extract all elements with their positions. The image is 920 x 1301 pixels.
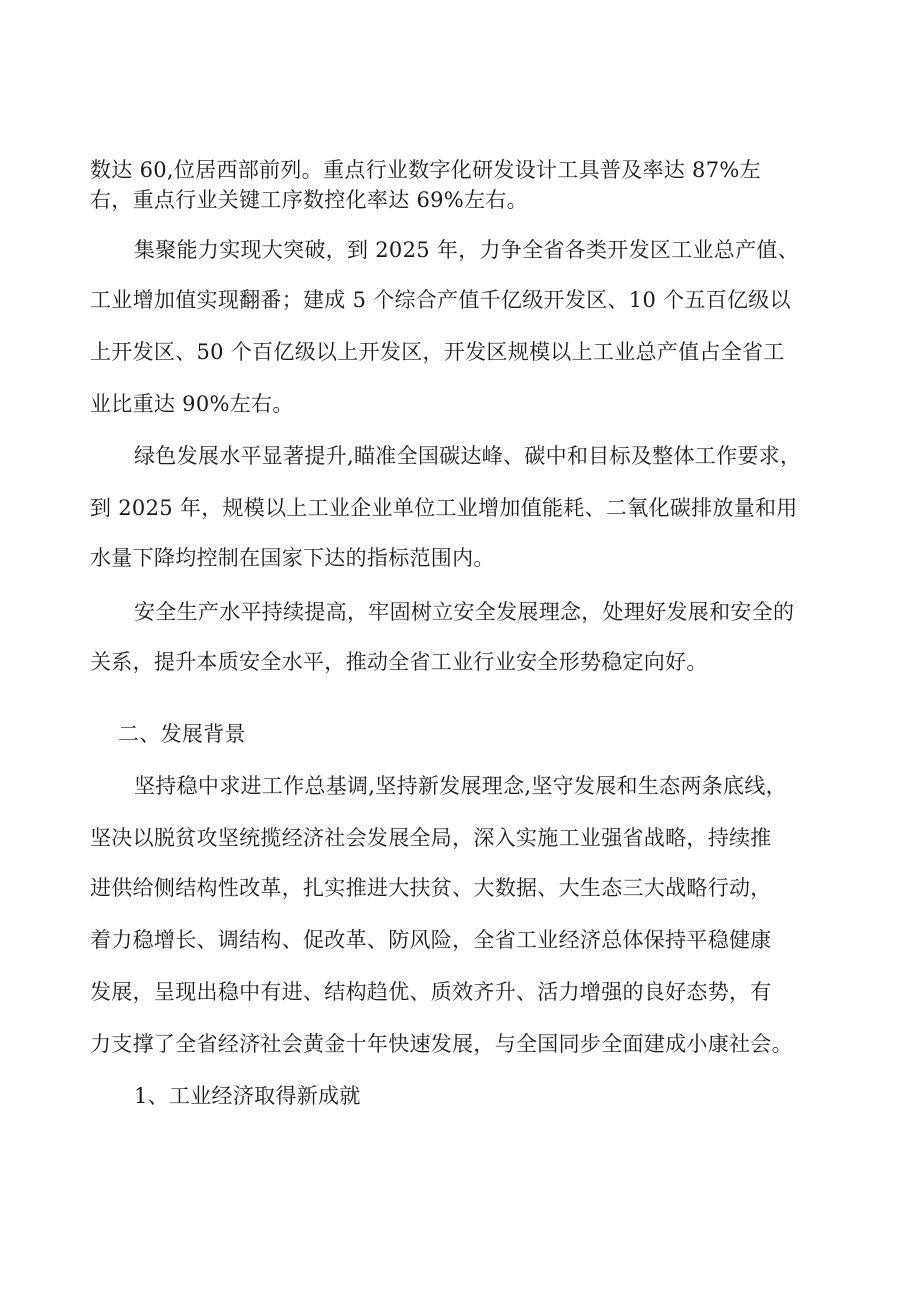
paragraph-line: 右，重点行业关键工序数控化率达 69%左右。 — [90, 188, 528, 212]
paragraph-line: 力支撑了全省经济社会黄金十年快速发展，与全国同步全面建成小康社会。 — [90, 1032, 793, 1056]
paragraph-line: 绿色发展水平显著提升,瞄准全国碳达峰、碳中和目标及整体工作要求， — [134, 444, 802, 468]
paragraph-line: 工业增加值实现翻番；建成 5 个综合产值千亿级开发区、10 个五百亿级以 — [90, 288, 791, 312]
paragraph-line: 关系，提升本质安全水平，推动全省工业行业安全形势稳定向好。 — [90, 650, 708, 674]
paragraph-line: 业比重达 90%左右。 — [90, 392, 294, 416]
paragraph-line: 集聚能力实现大突破，到 2025 年，力争全省各类开发区工业总产值、 — [134, 238, 799, 262]
paragraph-line: 上开发区、50 个百亿级以上开发区，开发区规模以上工业总产值占全省工 — [90, 340, 785, 364]
paragraph-line: 着力稳增长、调结构、促改革、防风险，全省工业经济总体保持平稳健康 — [90, 928, 772, 952]
paragraph-line: 数达 60,位居西部前列。重点行业数字化研发设计工具普及率达 87%左 — [90, 158, 761, 182]
paragraph-line: 发展，呈现出稳中有进、结构趋优、质效齐升、活力增强的良好态势，有 — [90, 980, 772, 1004]
paragraph-line: 坚决以脱贫攻坚统揽经济社会发展全局，深入实施工业强省战略，持续推 — [90, 826, 772, 850]
subsection-heading: 1、工业经济取得新成就 — [134, 1084, 361, 1108]
paragraph-line: 坚持稳中求进工作总基调,坚持新发展理念,坚守发展和生态两条底线， — [134, 774, 787, 798]
paragraph-line: 进供给侧结构性改革，扎实推进大扶贫、大数据、大生态三大战略行动， — [90, 876, 772, 900]
paragraph-line: 到 2025 年，规模以上工业企业单位工业增加值能耗、二氧化碳排放量和用 — [90, 496, 798, 520]
paragraph-line: 安全生产水平持续提高，牢固树立安全发展理念，处理好发展和安全的 — [134, 600, 795, 624]
section-heading: 二、发展背景 — [118, 722, 246, 746]
paragraph-line: 水量下降均控制在国家下达的指标范围内。 — [90, 546, 495, 570]
